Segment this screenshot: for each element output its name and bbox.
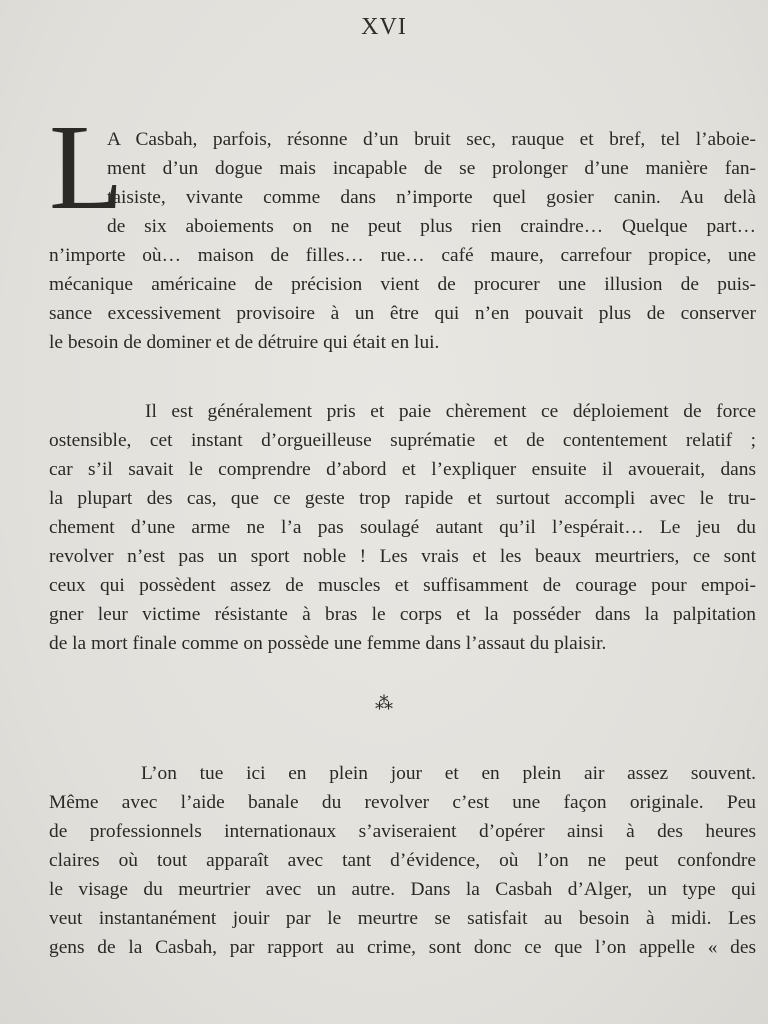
text-line: sance excessivement provisoire à un être qui n’en pouvait plus de conserver <box>49 303 756 324</box>
text-line: n’importe où… maison de filles… rue… café maure, carrefour propice, une <box>49 245 756 266</box>
text-line: Il est généralement pris et paie chèrement ce déploiement de force <box>145 401 756 422</box>
text-line: de six aboiements on ne peut plus rien craindre… Quelque part… <box>107 216 756 237</box>
text-line: de la mort finale comme on possède une femme dans l’assaut du plaisir. <box>49 633 607 654</box>
section-break-asterism: ⁂ <box>375 693 393 713</box>
text-line: ceux qui possèdent assez de muscles et suffisamment de courage pour empoi- <box>49 575 756 596</box>
text-line: gner leur victime résistante à bras le corps et la posséder dans la palpitation <box>49 604 756 625</box>
text-line: ment d’un dogue mais incapable de se prolonger d’une manière fan- <box>107 158 756 179</box>
text-line: mécanique américaine de précision vient de procurer une illusion de puis- <box>49 274 756 295</box>
text-line: de professionnels internationaux s’aviseraient d’opérer ainsi à des heures <box>49 821 756 842</box>
chapter-number: XVI <box>361 14 407 40</box>
text-line: le visage du meurtrier avec un autre. Dans la Casbah d’Alger, un type qui <box>49 879 756 900</box>
text-line: Même avec l’aide banale du revolver c’est une façon originale. Peu <box>49 792 756 813</box>
text-line: L’on tue ici en plein jour et en plein air assez souvent. <box>141 763 756 784</box>
text-line: taisiste, vivante comme dans n’importe quel gosier canin. Au delà <box>107 187 756 208</box>
text-line: A Casbah, parfois, résonne d’un bruit sec, rauque et bref, tel l’aboie- <box>107 129 756 150</box>
paragraph-1 <box>49 125 756 357</box>
text-line: car s’il savait le comprendre d’abord et l’expliquer ensuite il avouerait, dans <box>49 459 756 480</box>
paragraph-2 <box>49 397 756 658</box>
text-line: ostensible, cet instant d’orgueilleuse suprématie et de contentement relatif ; <box>49 430 756 451</box>
text-line: gens de la Casbah, par rapport au crime, sont donc ce que l’on appelle « des <box>49 937 756 958</box>
text-line: le besoin de dominer et de détruire qui était en lui. <box>49 332 440 353</box>
drop-cap: L <box>49 100 124 235</box>
text-line: claires où tout apparaît avec tant d’évidence, où l’on ne peut confondre <box>49 850 756 871</box>
paragraph-3 <box>49 759 756 962</box>
text-line: revolver n’est pas un sport noble ! Les vrais et les beaux meurtriers, ce sont <box>49 546 756 567</box>
text-line: chement d’une arme ne l’a pas soulagé autant qu’il l’espérait… Le jeu du <box>49 517 756 538</box>
text-line: la plupart des cas, que ce geste trop rapide et surtout accompli avec le tru- <box>49 488 756 509</box>
text-line: veut instantanément jouir par le meurtre se satisfait au besoin à midi. Les <box>49 908 756 929</box>
